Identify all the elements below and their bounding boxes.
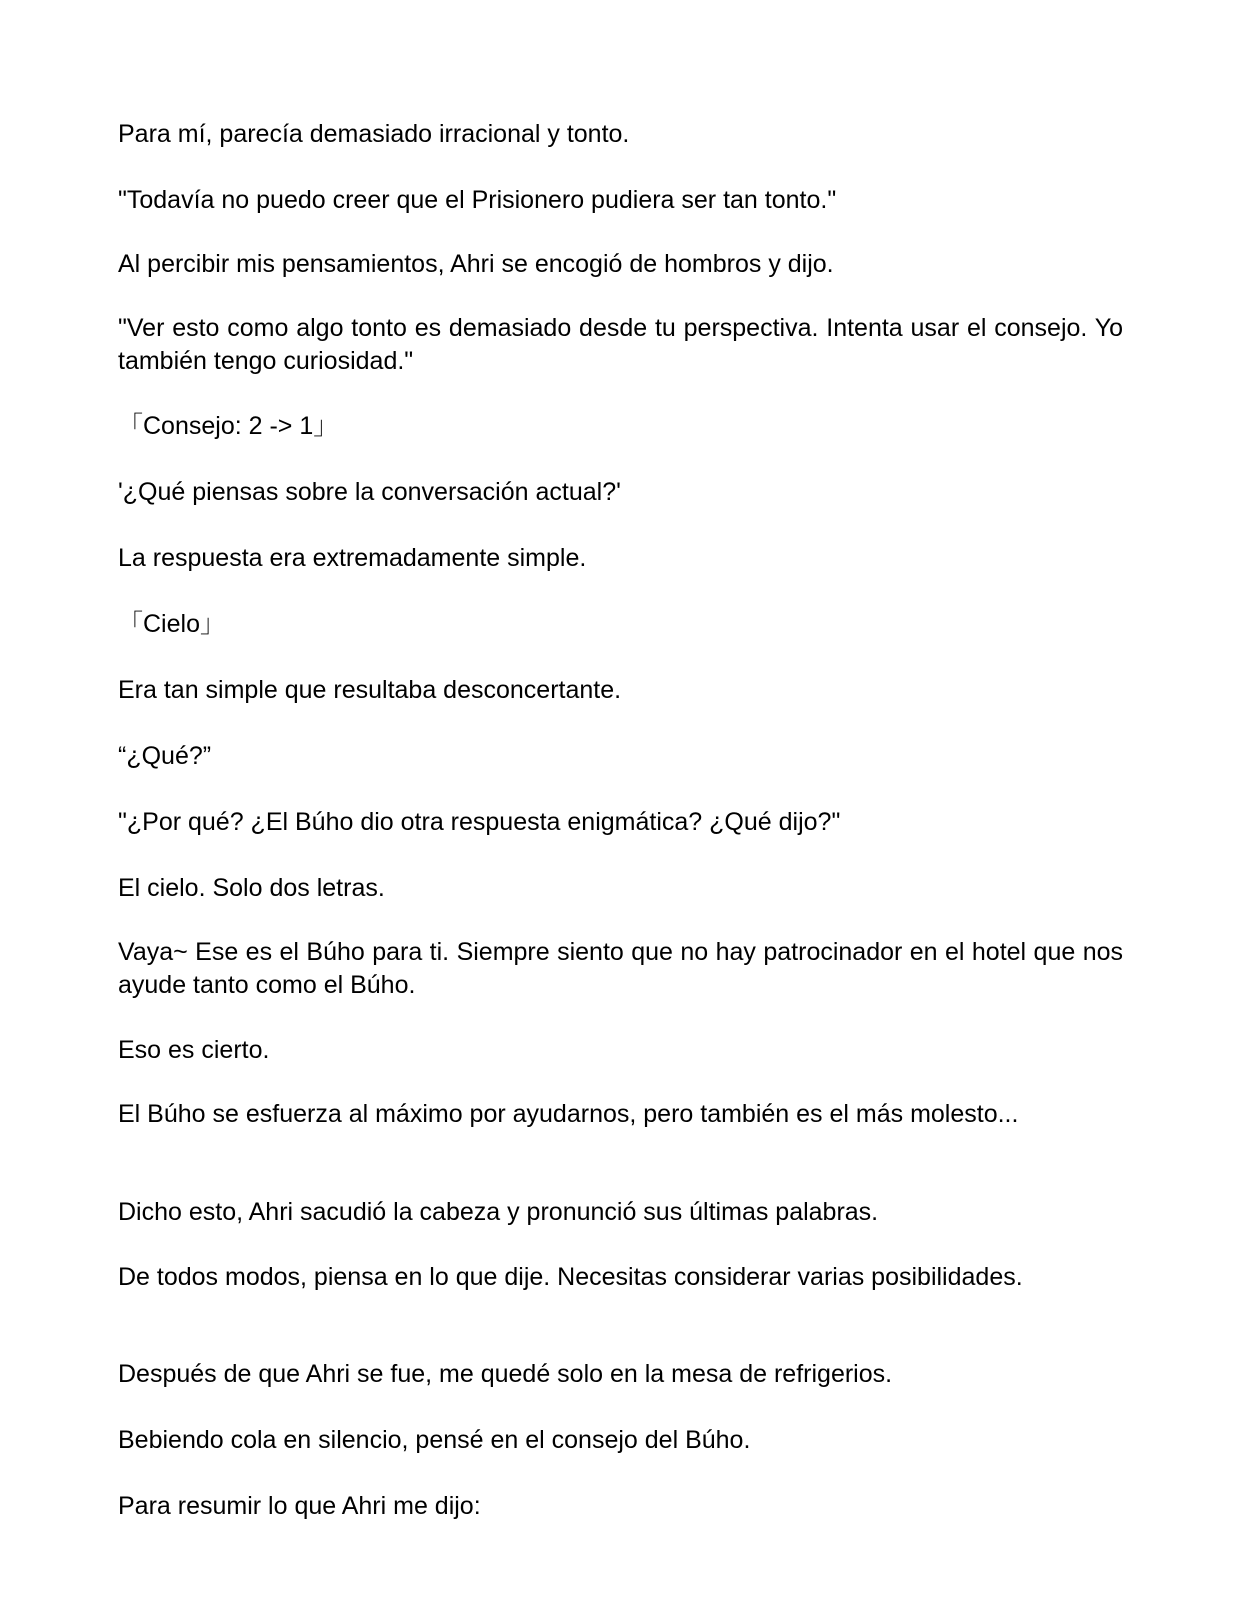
paragraph: "Ver esto como algo tonto es demasiado desde tu perspectiva. Intenta usar el consejo. Yo también tengo curiosidad.": [118, 314, 1123, 375]
paragraph: El Búho se esfuerza al máximo por ayudarnos, pero también es el más molesto...: [118, 1100, 1019, 1128]
paragraph: Para mí, parecía demasiado irracional y tonto.: [118, 120, 630, 148]
paragraph: “¿Qué?”: [118, 742, 212, 770]
paragraph: Después de que Ahri se fue, me quedé solo en la mesa de refrigerios.: [118, 1360, 893, 1388]
paragraph: Dicho esto, Ahri sacudió la cabeza y pronunció sus últimas palabras.: [118, 1198, 879, 1226]
paragraph: Al percibir mis pensamientos, Ahri se encogió de hombros y dijo.: [118, 250, 834, 278]
paragraph: La respuesta era extremadamente simple.: [118, 544, 587, 572]
paragraph: Eso es cierto.: [118, 1036, 270, 1064]
paragraph: 「Consejo: 2 -> 1」: [118, 412, 339, 440]
paragraph: Bebiendo cola en silencio, pensé en el consejo del Búho.: [118, 1426, 751, 1454]
paragraph: "¿Por qué? ¿El Búho dio otra respuesta enigmática? ¿Qué dijo?": [118, 808, 841, 836]
paragraph: Era tan simple que resultaba desconcertante.: [118, 676, 622, 704]
paragraph: '¿Qué piensas sobre la conversación actual?': [118, 478, 621, 506]
paragraph: 「Cielo」: [118, 610, 225, 638]
paragraph: De todos modos, piensa en lo que dije. Necesitas considerar varias posibilidades.: [118, 1263, 1023, 1291]
paragraph: "Todavía no puedo creer que el Prisionero pudiera ser tan tonto.": [118, 186, 837, 214]
paragraph: Para resumir lo que Ahri me dijo:: [118, 1492, 481, 1520]
paragraph: Vaya~ Ese es el Búho para ti. Siempre siento que no hay patrocinador en el hotel que nos ayude tanto como el Búho.: [118, 938, 1123, 999]
paragraph: El cielo. Solo dos letras.: [118, 874, 385, 902]
